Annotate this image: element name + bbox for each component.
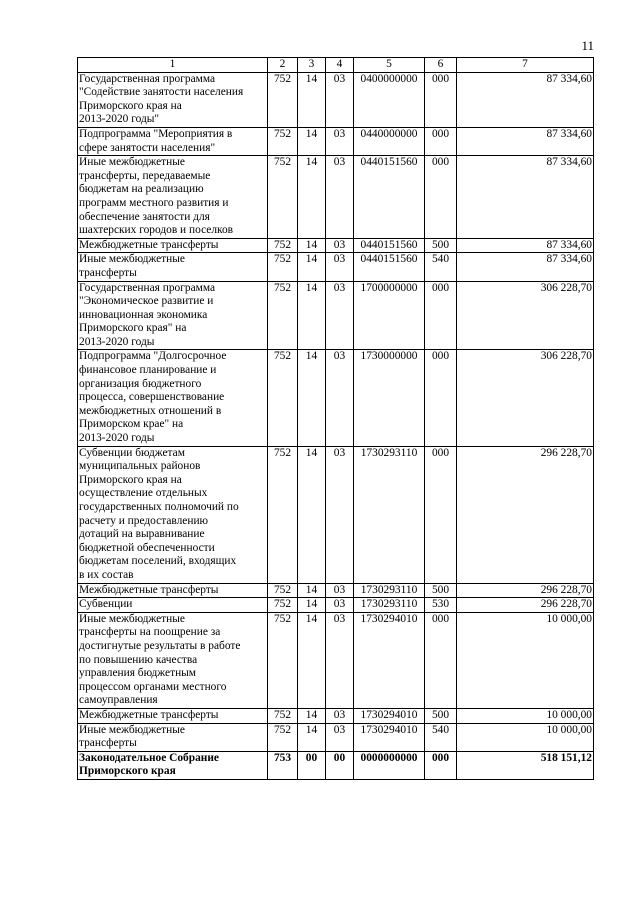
section-code: 14 — [298, 281, 326, 350]
budget-table — [77, 57, 594, 780]
amount: 10 000,00 — [457, 708, 594, 723]
item-name: Межбюджетные трансферты — [78, 238, 268, 253]
table-row — [78, 281, 594, 350]
target-article-code: 1730293110 — [354, 446, 425, 583]
expense-type-code: 000 — [425, 612, 457, 708]
amount: 87 334,60 — [457, 72, 594, 127]
expense-type-code: 000 — [425, 156, 457, 239]
amount: 87 334,60 — [457, 156, 594, 239]
table-row — [78, 723, 594, 751]
table-row — [78, 598, 594, 613]
ministry-code: 752 — [268, 253, 298, 281]
subsection-code: 03 — [326, 723, 354, 751]
section-code: 14 — [298, 238, 326, 253]
amount: 306 228,70 — [457, 350, 594, 446]
table-row — [78, 72, 594, 127]
table-row — [78, 253, 594, 281]
section-code: 14 — [298, 253, 326, 281]
item-name: Субвенции бюджетам муниципальных районов Приморского края на осуществление отдельных государственных полномочий по расчету и предоставлению дотаций на выравнивание бюджетной обеспеченности бюджетам поселений, входящих в их состав — [78, 446, 268, 583]
subsection-code: 03 — [326, 127, 354, 155]
item-name: Межбюджетные трансферты — [78, 583, 268, 598]
col-header-2: 2 — [268, 58, 298, 73]
subsection-code: 00 — [326, 751, 354, 779]
amount: 296 228,70 — [457, 446, 594, 583]
table-row — [78, 127, 594, 155]
ministry-code: 753 — [268, 751, 298, 779]
amount: 306 228,70 — [457, 281, 594, 350]
target-article-code: 0440151560 — [354, 238, 425, 253]
table-row — [78, 751, 594, 779]
amount: 10 000,00 — [457, 723, 594, 751]
item-name: Межбюджетные трансферты — [78, 708, 268, 723]
expense-type-code: 000 — [425, 281, 457, 350]
section-code: 14 — [298, 156, 326, 239]
ministry-code: 752 — [268, 708, 298, 723]
section-code: 00 — [298, 751, 326, 779]
expense-type-code: 500 — [425, 238, 457, 253]
ministry-code: 752 — [268, 238, 298, 253]
section-code: 14 — [298, 446, 326, 583]
table-row — [78, 612, 594, 708]
table-row — [78, 238, 594, 253]
item-name: Подпрограмма "Долгосрочное финансовое планирование и организация бюджетного процесса, совершенствование межбюджетных отношений в Приморском крае" на 2013-2020 годы — [78, 350, 268, 446]
subsection-code: 03 — [326, 156, 354, 239]
section-code: 14 — [298, 583, 326, 598]
item-name: Иные межбюджетные трансферты на поощрение за достигнутые результаты в работе по повышению качества управления бюджетным процессом органами местного самоуправления — [78, 612, 268, 708]
amount: 518 151,12 — [457, 751, 594, 779]
table-row — [78, 446, 594, 583]
subsection-code: 03 — [326, 612, 354, 708]
item-name: Иные межбюджетные трансферты — [78, 253, 268, 281]
subsection-code: 03 — [326, 708, 354, 723]
target-article-code: 0440000000 — [354, 127, 425, 155]
ministry-code: 752 — [268, 350, 298, 446]
page-number: 11 — [581, 38, 594, 53]
target-article-code: 1730294010 — [354, 708, 425, 723]
section-code: 14 — [298, 72, 326, 127]
expense-type-code: 500 — [425, 583, 457, 598]
subsection-code: 03 — [326, 72, 354, 127]
ministry-code: 752 — [268, 612, 298, 708]
expense-type-code: 000 — [425, 72, 457, 127]
item-name: Иные межбюджетные трансферты — [78, 723, 268, 751]
item-name: Подпрограмма "Мероприятия в сфере занятости населения" — [78, 127, 268, 155]
ministry-code: 752 — [268, 446, 298, 583]
target-article-code: 0440151560 — [354, 156, 425, 239]
ministry-code: 752 — [268, 598, 298, 613]
ministry-code: 752 — [268, 281, 298, 350]
item-name: Субвенции — [78, 598, 268, 613]
expense-type-code: 500 — [425, 708, 457, 723]
subsection-code: 03 — [326, 598, 354, 613]
section-code: 14 — [298, 708, 326, 723]
expense-type-code: 540 — [425, 723, 457, 751]
target-article-code: 1730000000 — [354, 350, 425, 446]
item-name: Государственная программа "Экономическое развитие и инновационная экономика Приморского края" на 2013-2020 годы — [78, 281, 268, 350]
ministry-code: 752 — [268, 72, 298, 127]
amount: 296 228,70 — [457, 583, 594, 598]
target-article-code: 1730294010 — [354, 723, 425, 751]
expense-type-code: 000 — [425, 446, 457, 583]
amount: 10 000,00 — [457, 612, 594, 708]
target-article-code: 0440151560 — [354, 253, 425, 281]
ministry-code: 752 — [268, 723, 298, 751]
item-name: Государственная программа "Содействие занятости населения Приморского края на 2013-2020 годы" — [78, 72, 268, 127]
table-row — [78, 583, 594, 598]
amount: 87 334,60 — [457, 238, 594, 253]
section-code: 14 — [298, 612, 326, 708]
col-header-6: 6 — [425, 58, 457, 73]
expense-type-code: 530 — [425, 598, 457, 613]
amount: 87 334,60 — [457, 127, 594, 155]
target-article-code: 1730293110 — [354, 583, 425, 598]
col-header-5: 5 — [354, 58, 425, 73]
section-code: 14 — [298, 127, 326, 155]
table-row — [78, 350, 594, 446]
expense-type-code: 000 — [425, 751, 457, 779]
ministry-code: 752 — [268, 156, 298, 239]
expense-type-code: 000 — [425, 127, 457, 155]
subsection-code: 03 — [326, 281, 354, 350]
col-header-4: 4 — [326, 58, 354, 73]
section-code: 14 — [298, 598, 326, 613]
ministry-code: 752 — [268, 583, 298, 598]
col-header-7: 7 — [457, 58, 594, 73]
subsection-code: 03 — [326, 350, 354, 446]
target-article-code: 1730293110 — [354, 598, 425, 613]
section-code: 14 — [298, 723, 326, 751]
target-article-code: 1730294010 — [354, 612, 425, 708]
subsection-code: 03 — [326, 253, 354, 281]
col-header-1: 1 — [78, 58, 268, 73]
ministry-code: 752 — [268, 127, 298, 155]
target-article-code: 1700000000 — [354, 281, 425, 350]
col-header-3: 3 — [298, 58, 326, 73]
expense-type-code: 540 — [425, 253, 457, 281]
item-name: Иные межбюджетные трансферты, передаваемые бюджетам на реализацию программ местного развития и обеспечение занятости для шахтерских городов и поселков — [78, 156, 268, 239]
subsection-code: 03 — [326, 583, 354, 598]
subsection-code: 03 — [326, 238, 354, 253]
header-row — [78, 58, 594, 73]
amount: 296 228,70 — [457, 598, 594, 613]
table-row — [78, 156, 594, 239]
subsection-code: 03 — [326, 446, 354, 583]
expense-type-code: 000 — [425, 350, 457, 446]
target-article-code: 0000000000 — [354, 751, 425, 779]
target-article-code: 0400000000 — [354, 72, 425, 127]
section-code: 14 — [298, 350, 326, 446]
table-row — [78, 708, 594, 723]
item-name: Законодательное Собрание Приморского края — [78, 751, 268, 779]
amount: 87 334,60 — [457, 253, 594, 281]
